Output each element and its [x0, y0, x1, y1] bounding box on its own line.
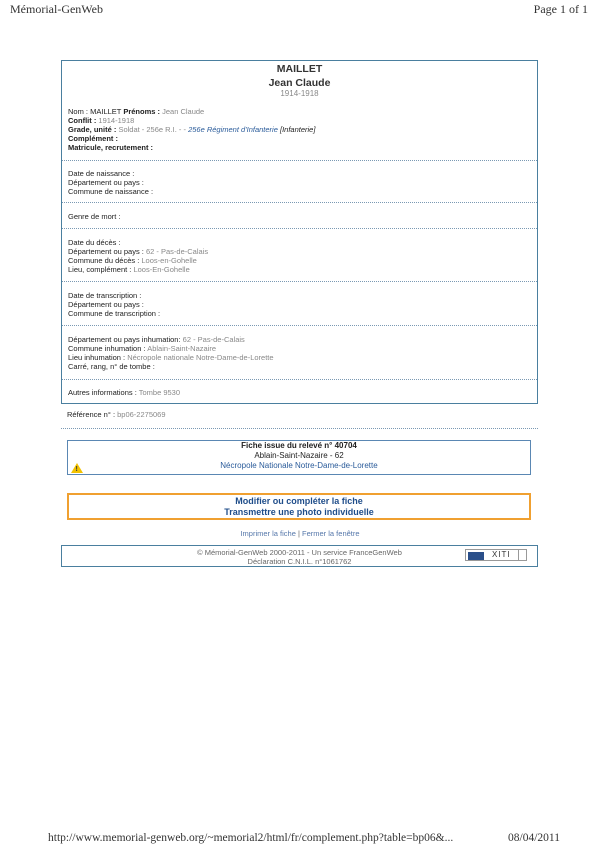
row-genre-mort: Genre de mort : [68, 212, 121, 221]
copyright-text: © Mémorial-GenWeb 2000-2011 - Un service FranceGenWeb [197, 548, 402, 557]
row-commune-deces: Commune du décès : Loos-en-Gohelle [68, 256, 197, 265]
section-divider [62, 160, 537, 161]
row-commune-naissance: Commune de naissance : [68, 187, 154, 196]
row-lieu-deces: Lieu, complément : Loos-En-Gohelle [68, 265, 190, 274]
row-date-transcription: Date de transcription : [68, 291, 142, 300]
xiti-badge[interactable] [465, 549, 527, 561]
reference-number: Référence n° : bp06-2275069 [67, 410, 166, 419]
row-lieu-inhumation: Lieu inhumation : Nécropole nationale Notre-Dame-de-Lorette [68, 353, 274, 362]
print-page-number: Page 1 of 1 [533, 2, 588, 16]
section-divider [62, 228, 537, 229]
xiti-separator [518, 550, 519, 560]
close-window-link[interactable]: Fermer la fenêtre [302, 529, 360, 538]
row-dept-deces: Département ou pays : 62 - Pas-de-Calais [68, 247, 209, 256]
row-carre: Carré, rang, n° de tombe : [68, 362, 155, 371]
row-dept-transcription: Département ou pays : [68, 300, 144, 309]
prenoms-value: Jean Claude [162, 107, 205, 116]
row-commune-inhumation: Commune inhumation : Ablain-Saint-Nazaire [68, 344, 217, 353]
fiche-commune: Ablain-Saint-Nazaire - 62 [254, 451, 344, 460]
row-date-deces: Date du décès : [68, 238, 121, 247]
row-matricule: Matricule, recrutement : [68, 143, 154, 152]
row-conflit: Conflit : 1914-1918 [68, 116, 135, 125]
row-autres-informations: Autres informations : Tombe 9530 [68, 388, 181, 397]
print-site-title: Mémorial-GenWeb [10, 2, 103, 16]
print-date: 08/04/2011 [508, 832, 560, 844]
fiche-necropole-link[interactable]: Nécropole Nationale Notre-Dame-de-Lorette [220, 461, 378, 470]
person-card [61, 60, 538, 404]
row-nom: Nom : MAILLET Prénoms : Jean Claude [68, 107, 205, 116]
xiti-bars-icon [468, 552, 484, 560]
print-link[interactable]: Imprimer la fiche [240, 529, 296, 538]
row-dept-inhumation: Département ou pays inhumation: 62 - Pas-de-Calais [68, 335, 245, 344]
warning-icon: ! [71, 463, 83, 473]
send-photo-link[interactable]: Transmettre une photo individuelle [224, 507, 374, 517]
row-complement: Complément : [68, 134, 119, 143]
fiche-title: Fiche issue du relevé n° 40704 [241, 441, 357, 450]
modify-box [67, 493, 531, 520]
person-given-name: Jean Claude [268, 77, 331, 89]
fiche-box [67, 440, 531, 475]
regiment-link[interactable]: 256e Régiment d'Infanterie [188, 125, 278, 134]
section-divider [62, 379, 537, 380]
section-divider [62, 281, 537, 282]
section-divider [62, 325, 537, 326]
row-commune-transcription: Commune de transcription : [68, 309, 161, 318]
print-url: http://www.memorial-genweb.org/~memorial2/html/fr/complement.php?table=bp06&... [48, 832, 454, 844]
person-surname: MAILLET [276, 63, 323, 75]
modify-link[interactable]: Modifier ou compléter la fiche [235, 496, 363, 506]
section-divider [62, 202, 537, 203]
page-links [0, 529, 600, 538]
row-dept-naissance: Département ou pays : [68, 178, 144, 187]
person-years: 1914-1918 [280, 89, 319, 98]
nom-value: MAILLET [90, 107, 122, 116]
cnil-text: Déclaration C.N.I.L. n°1061762 [247, 557, 352, 566]
row-grade: Grade, unité : Soldat - 256e R.I. - - 256e Régiment d'Infanterie [Infanterie] [68, 125, 316, 134]
reference-divider [61, 428, 538, 429]
xiti-label: XITI [492, 550, 511, 559]
link-separator: | [297, 529, 300, 538]
row-date-naissance: Date de naissance : [68, 169, 135, 178]
